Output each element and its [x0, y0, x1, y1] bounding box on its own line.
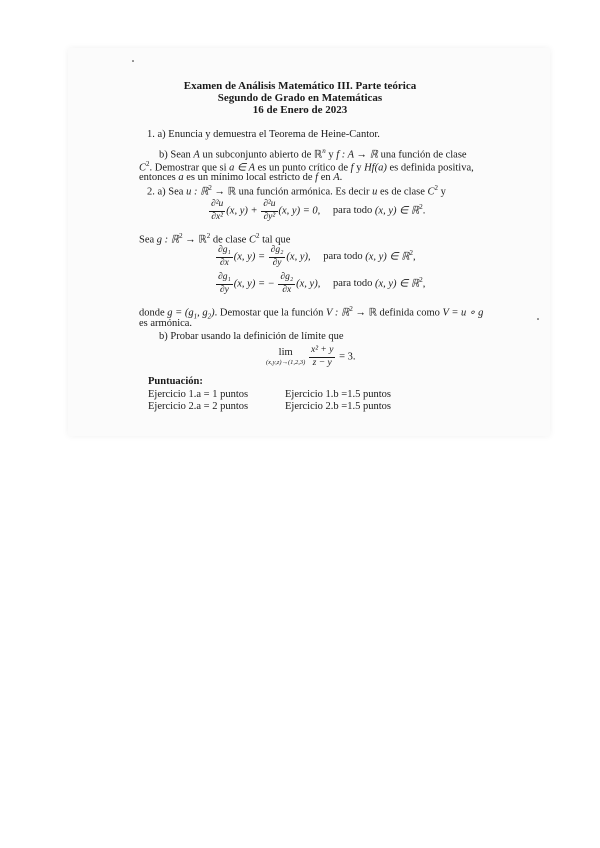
score-2b: Ejercicio 2.b =1.5 puntos [285, 401, 391, 412]
exercise-2a-conclusion-2: es armónica. [139, 318, 193, 329]
exercise-2a-line1: 2. a) Sea u : ℝ$^2$ → ℝ una función armónica. Es decir u es de clase $C^2$ y [147, 184, 446, 198]
cauchy-riemann-eq-1: $\frac{\text{∂g₁}}{\partial x}$ (x, y) = $\frac{\text{∂g₂}}{\partial y}$ (x, y), para todo (x, y) ∈ ℝ$^2$, [218, 245, 416, 268]
define-g-line: Sea g : ℝ$^2$ → ℝ$^2$ de clase $C^2$ tal que [139, 232, 291, 246]
exercise-2b: b) Probar usando la definición de límite que [159, 331, 344, 342]
score-2a: Ejercicio 2.a = 2 puntos [148, 401, 249, 412]
exercise-1b-line3: entonces a es un mínimo local estricto de f en A. [139, 172, 343, 183]
exercise-1b-line1: b) Sean A un subconjunto abierto de ℝ$^n$ y f : A → ℝ una función de clase [159, 147, 467, 161]
exercise-1b-line2: $C^2$. Demostrar que si a ∈ A es un punto crítico de f y Hf(a) es definida positiva, [139, 160, 474, 174]
scoring-heading: Puntuación: [148, 376, 203, 387]
score-1b: Ejercicio 1.b =1.5 puntos [285, 389, 391, 400]
exercise-2a-conclusion: donde $g = (g_1$, $g_2$). Demostar que la función V : ℝ$^2$ → ℝ definida como V = u ∘ g [139, 305, 484, 321]
scan-speck [132, 60, 134, 62]
exercise-1a: 1. a) Enuncia y demuestra el Teorema de Heine-Cantor. [147, 129, 380, 140]
exam-subtitle: Segundo de Grado en Matemáticas [217, 92, 383, 104]
limit-expression: lim (x,y,z)→(1,2,3) $\frac{\text{x² + y}}{z - y}$ = 3. [266, 345, 356, 368]
exam-title: Examen de Análisis Matemático III. Parte teórica [183, 80, 417, 92]
cauchy-riemann-eq-2: $\frac{\text{∂g₁}}{\partial y}$ (x, y) = − $\frac{\text{∂g₂}}{\partial x}$ (x, y), para todo (x, y) ∈ ℝ$^2$, [218, 272, 426, 295]
scan-speck [537, 318, 539, 320]
score-1a: Ejercicio 1.a = 1 puntos [148, 389, 249, 400]
exam-date: 16 de Enero de 2023 [252, 104, 348, 116]
laplace-equation: $\frac{\text{∂²u}}{\text{∂x²}}$ (x, y) + $\frac{\text{∂²u}}{\text{∂y²}}$ (x, y) = 0, para todo (x, y) ∈ ℝ$^2$. [211, 199, 426, 222]
